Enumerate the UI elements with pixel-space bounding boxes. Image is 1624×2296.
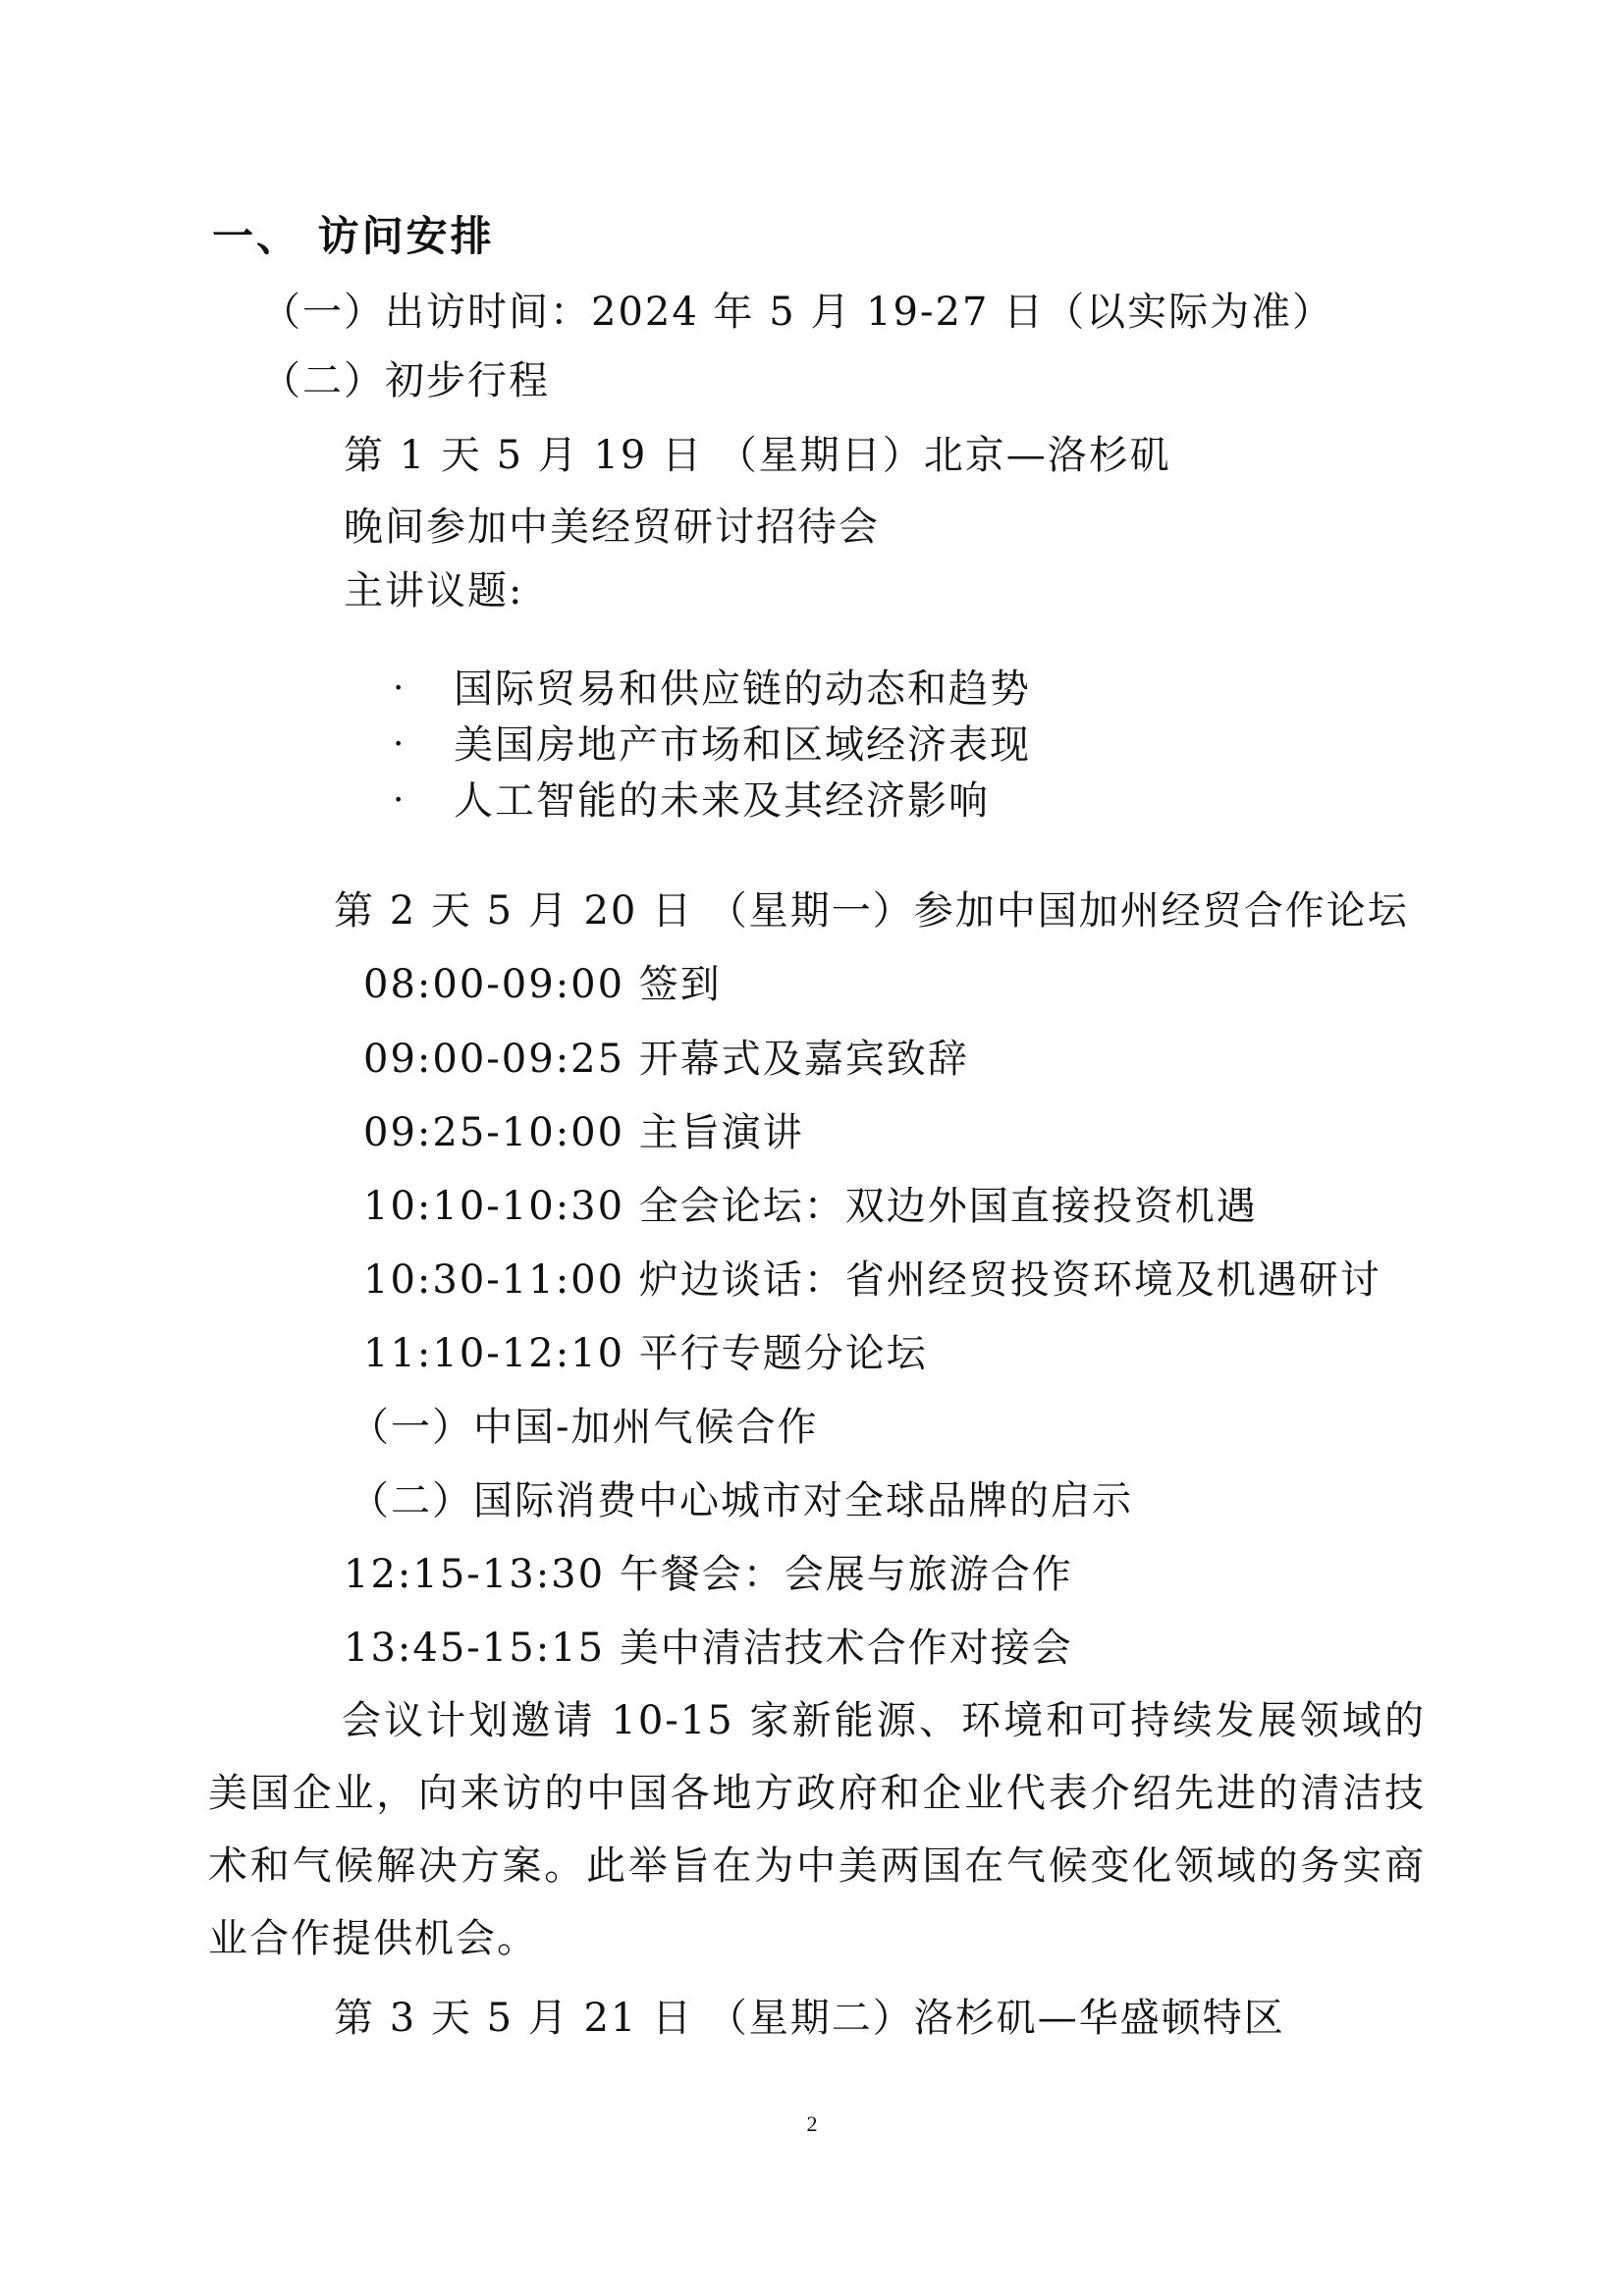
schedule-item: 12:15-13:30 午餐会：会展与旅游合作 [344,1552,1073,1597]
list-item: 人工智能的未来及其经济影响 [454,778,990,824]
schedule-item: 09:25-10:00 主旨演讲 [363,1110,804,1155]
schedule-item: 10:10-10:30 全会论坛：双边外国直接投资机遇 [363,1184,1258,1229]
day1-title: 第 1 天 5 月 19 日 （星期日）北京—洛杉矶 [344,433,1171,478]
schedule-item: 09:00-09:25 开幕式及嘉宾致辞 [363,1037,969,1082]
schedule-item: 11:10-12:10 平行专题分论坛 [363,1331,928,1376]
visit-time: （一）出访时间：2024 年 5 月 19-27 日（以实际为准） [261,290,1334,335]
day2-description: 会议计划邀请 10-15 家新能源、环境和可持续发展领域的美国企业，向来访的中国各地方政府和企业代表介绍先进的清洁技术和气候解决方案。此举旨在为中美两国在气候变化领域的务实商业合作提供机会。 [208,1698,1426,1961]
page-number: 2 [806,2111,818,2136]
day3-title: 第 3 天 5 月 21 日 （星期二）洛杉矶—华盛顿特区 [334,1996,1285,2041]
section-heading: 一、 访问安排 [212,212,495,260]
itinerary-heading: （二）初步行程 [261,358,550,403]
list-item: 美国房地产市场和区域经济表现 [454,722,1031,768]
sub-forum-item: （二）国际消费中心城市对全球品牌的启示 [350,1478,1133,1523]
day1-topics-label: 主讲议题: [344,568,524,614]
bullet-icon: · [393,780,405,821]
bullet-icon: · [393,668,405,709]
sub-forum-item: （一）中国-加州气候合作 [350,1405,819,1450]
list-item: 国际贸易和供应链的动态和趋势 [454,667,1031,712]
schedule-item: 08:00-09:00 签到 [363,962,722,1007]
schedule-item: 10:30-11:00 炉边谈话：省州经贸投资环境及机遇研讨 [363,1257,1381,1303]
day1-event: 晚间参加中美经贸研讨招待会 [344,505,880,550]
schedule-item: 13:45-15:15 美中清洁技术合作对接会 [344,1626,1073,1671]
bullet-icon: · [393,724,405,765]
day2-title: 第 2 天 5 月 20 日 （星期一）参加中国加州经贸合作论坛 [334,888,1409,934]
